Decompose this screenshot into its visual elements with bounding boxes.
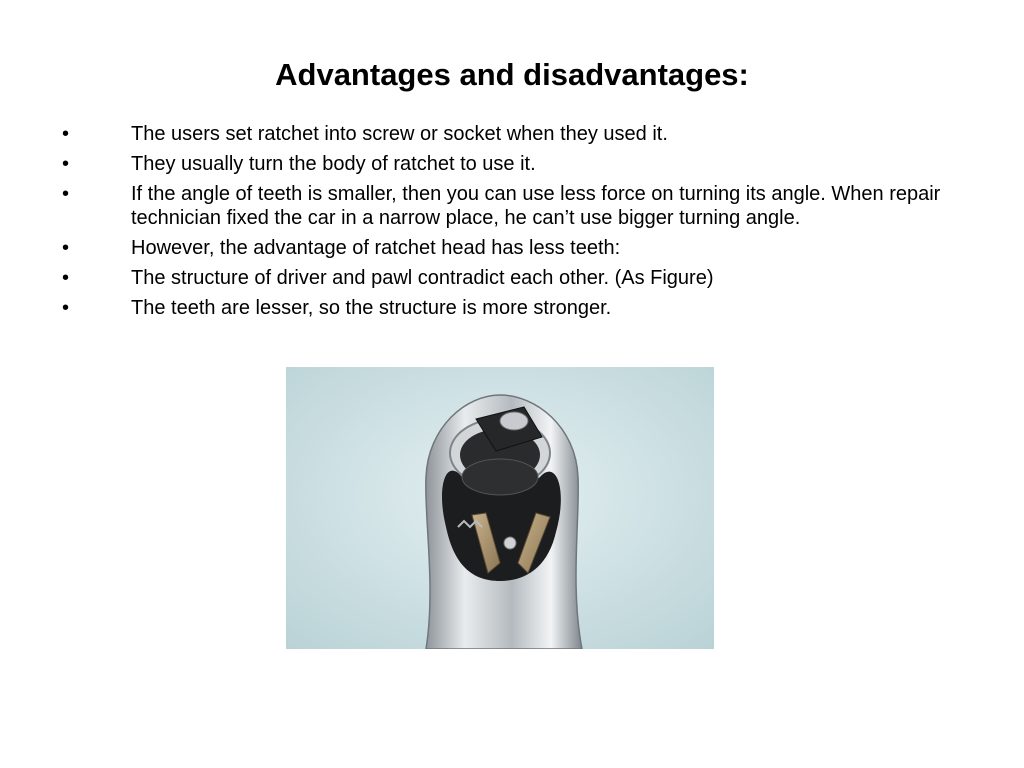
bullet-text: The teeth are lesser, so the structure is more stronger. xyxy=(131,297,612,319)
bullet-marker: • xyxy=(62,297,70,319)
bullet-text: They usually turn the body of ratchet to use it. xyxy=(131,153,536,175)
bullet-item xyxy=(0,182,1024,230)
ratchet-head-icon xyxy=(286,367,714,649)
bullet-list xyxy=(0,122,1024,326)
bullet-marker: • xyxy=(62,183,70,205)
bullet-text: The users set ratchet into screw or socket when they used it. xyxy=(131,123,668,145)
bullet-item xyxy=(0,266,1024,290)
bullet-item xyxy=(0,236,1024,260)
bullet-text: The structure of driver and pawl contradict each other. (As Figure) xyxy=(131,267,714,289)
bullet-marker: • xyxy=(62,267,70,289)
bullet-marker: • xyxy=(62,123,70,145)
bullet-item xyxy=(0,296,1024,320)
bullet-marker: • xyxy=(62,237,70,259)
bullet-item xyxy=(0,122,1024,146)
bullet-item xyxy=(0,152,1024,176)
bullet-marker: • xyxy=(62,153,70,175)
ratchet-head-photo xyxy=(286,367,714,649)
bullet-text: If the angle of teeth is smaller, then you can use less force on turning its angle. When repair technician fixed the car in a narrow place, he can’t use bigger turning angle. xyxy=(131,183,941,229)
bullet-text: However, the advantage of ratchet head has less teeth: xyxy=(131,237,621,259)
slide-title: Advantages and disadvantages: xyxy=(275,57,749,92)
